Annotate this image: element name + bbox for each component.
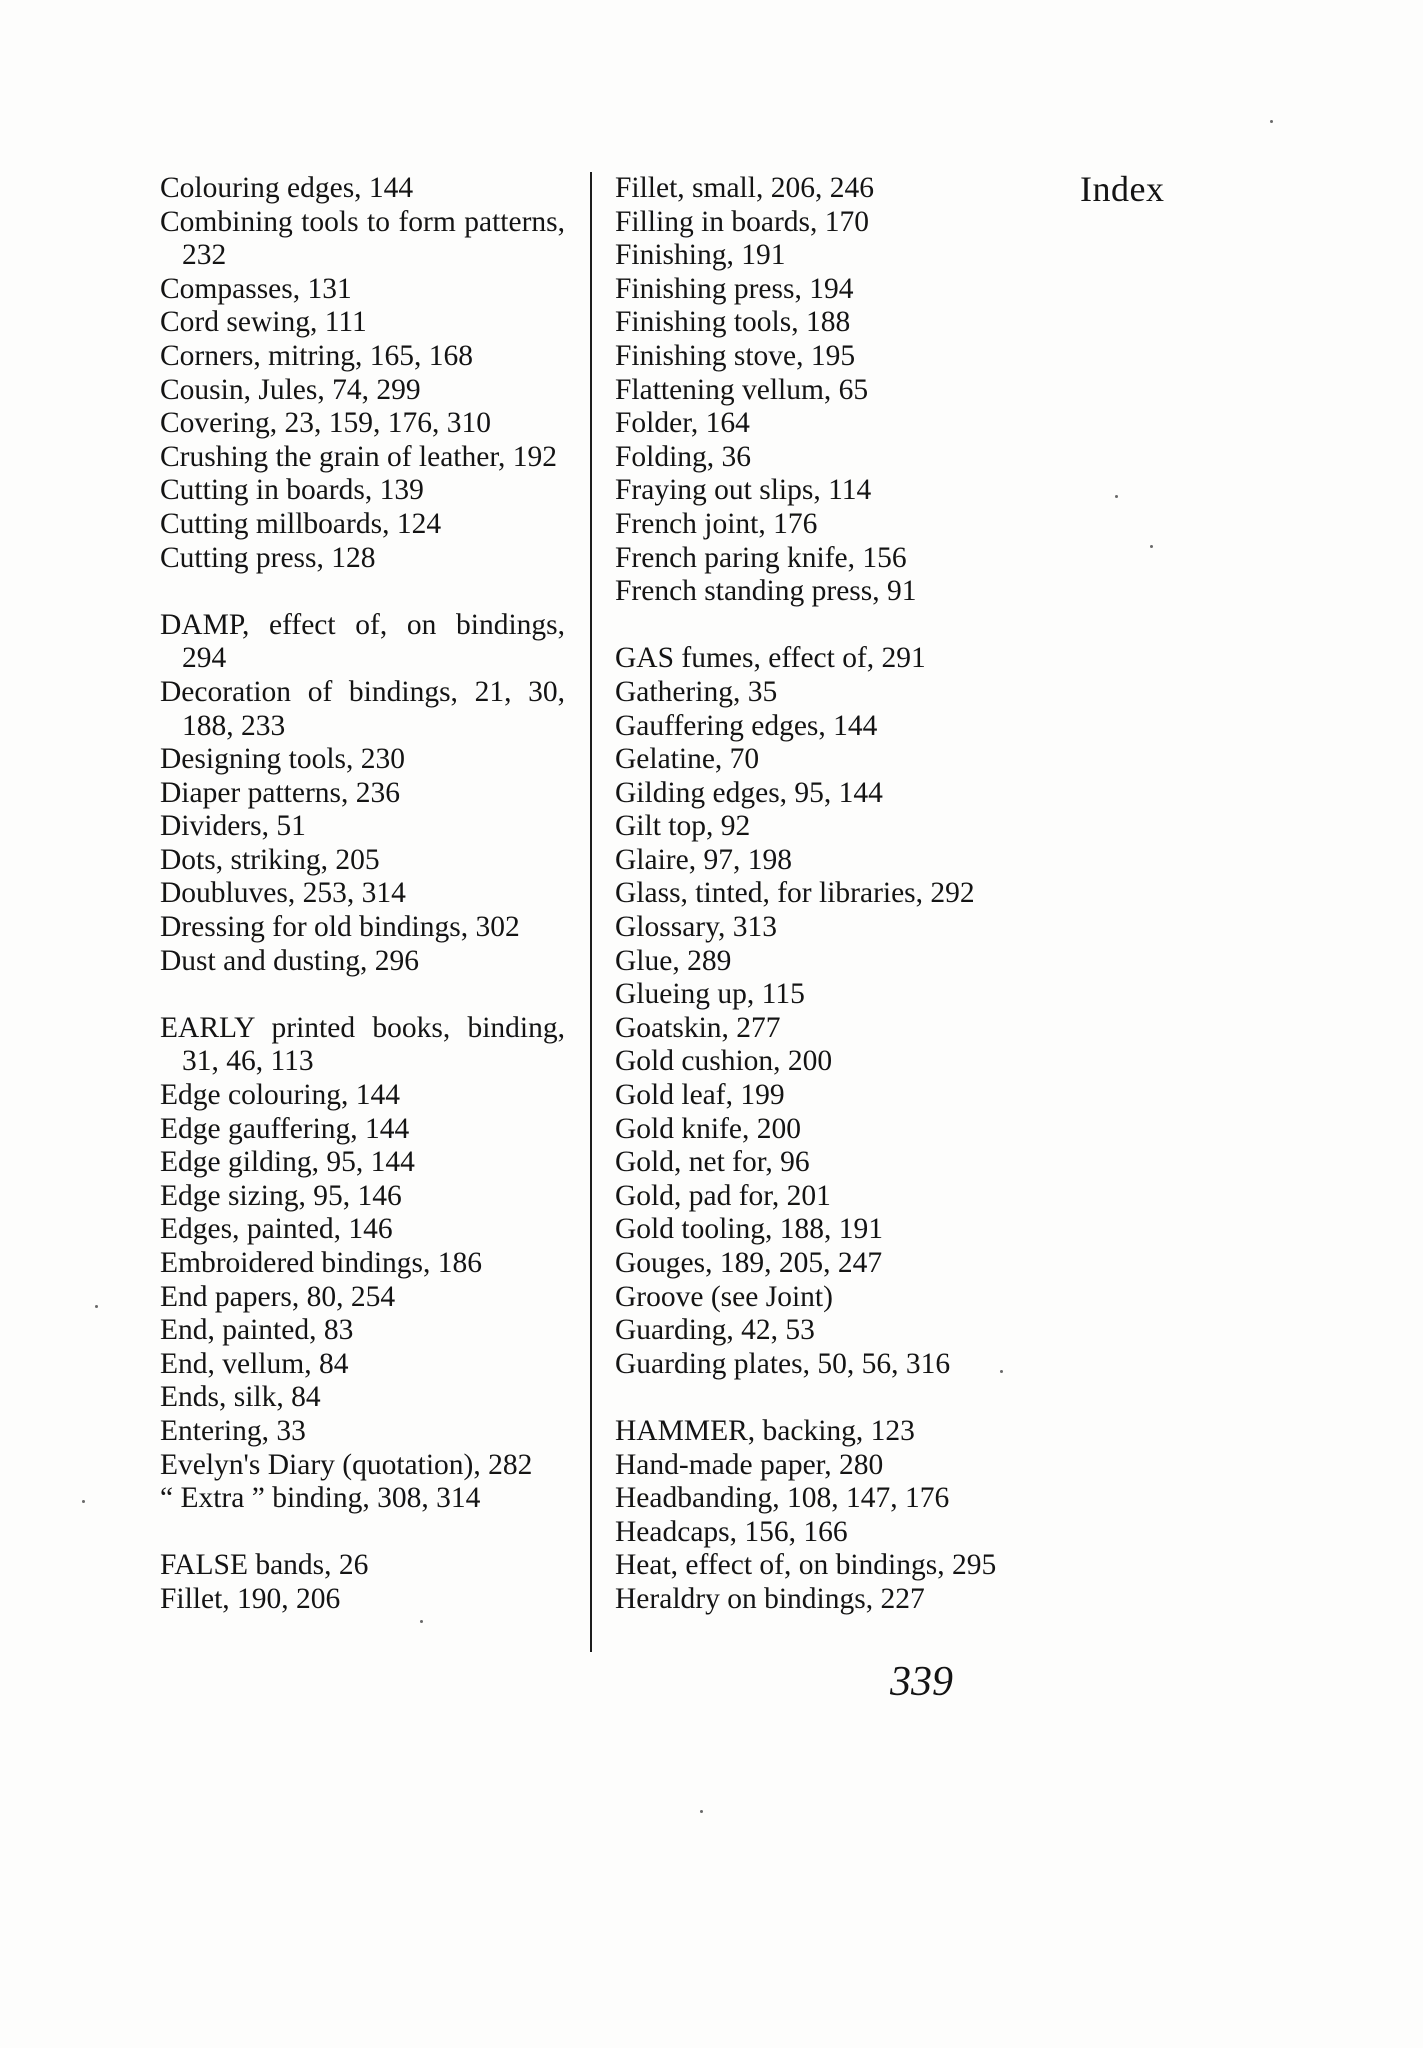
paper-speck [1270, 120, 1273, 123]
index-entry: End papers, 80, 254 [160, 1280, 396, 1313]
index-entry: Dressing for old bindings, 302 [160, 911, 520, 944]
index-entry: Crushing the grain of leather, 192 [160, 440, 557, 473]
index-entry: Heat, effect of, on bindings, 295 [615, 1549, 997, 1582]
index-entry: Dots, striking, 205 [160, 843, 380, 876]
index-entry: Glue, 289 [615, 944, 732, 977]
index-entry: Heraldry on bindings, 227 [615, 1582, 925, 1615]
index-entry: Gold, net for, 96 [615, 1146, 810, 1179]
paper-speck [1115, 495, 1118, 498]
paper-speck [420, 1620, 423, 1623]
index-entry: Folder, 164 [615, 407, 750, 440]
index-entry: Glueing up, 115 [615, 978, 805, 1011]
index-entry: Fillet, 190, 206 [160, 1582, 341, 1615]
index-entry: Combining tools to form patterns, 232 [160, 205, 565, 272]
section-gap [615, 609, 1025, 643]
index-entry: Gathering, 35 [615, 675, 778, 708]
section-gap [160, 575, 565, 609]
index-entry: Gauffering edges, 144 [615, 709, 878, 742]
index-entry: Finishing stove, 195 [615, 339, 856, 372]
index-entry: Dividers, 51 [160, 810, 306, 843]
index-entry: Finishing tools, 188 [615, 306, 851, 339]
index-entry: End, vellum, 84 [160, 1347, 349, 1380]
index-entry: Evelyn's Diary (quotation), 282 [160, 1448, 533, 1481]
index-entry: Guarding plates, 50, 56, 316 [615, 1347, 951, 1380]
index-entry: Covering, 23, 159, 176, 310 [160, 407, 492, 440]
paper-speck [1000, 1370, 1003, 1373]
index-entry: FALSE bands, 26 [160, 1549, 369, 1582]
running-head: Index [1080, 169, 1165, 209]
index-entry: Edges, painted, 146 [160, 1213, 393, 1246]
index-entry: Corners, mitring, 165, 168 [160, 339, 474, 372]
index-entry: Dust and dusting, 296 [160, 944, 419, 977]
index-entry: Fillet, small, 206, 246 [615, 172, 874, 204]
index-entry: Gilt top, 92 [615, 810, 751, 843]
section-gap [160, 978, 565, 1012]
index-entry: HAMMER, backing, 123 [615, 1414, 915, 1447]
index-entry: Gilding edges, 95, 144 [615, 776, 883, 809]
index-entry: “ Extra ” binding, 308, 314 [160, 1482, 481, 1515]
index-entry: Cord sewing, 111 [160, 306, 367, 339]
index-entry: Headbanding, 108, 147, 176 [615, 1482, 950, 1515]
column-rule [590, 172, 592, 1652]
index-entry: Cutting millboards, 124 [160, 507, 442, 540]
index-entry: Folding, 36 [615, 440, 752, 473]
index-entry: End, painted, 83 [160, 1314, 354, 1347]
index-column-right [615, 172, 1025, 1617]
index-entry: Colouring edges, 144 [160, 172, 414, 204]
paper-speck [700, 1810, 703, 1813]
index-entry: Filling in boards, 170 [615, 205, 870, 238]
index-entry: Designing tools, 230 [160, 743, 406, 776]
paper-speck [82, 1500, 85, 1503]
index-entry: Glossary, 313 [615, 911, 777, 944]
index-entry: Gold, pad for, 201 [615, 1179, 831, 1212]
index-entry: Entering, 33 [160, 1414, 306, 1447]
index-entry: Doubluves, 253, 314 [160, 877, 406, 910]
index-entry: Guarding, 42, 53 [615, 1314, 815, 1347]
index-entry: Finishing press, 194 [615, 272, 854, 305]
index-entry: Embroidered bindings, 186 [160, 1247, 482, 1279]
index-entry: Goatskin, 277 [615, 1011, 781, 1044]
index-entry: Edge gauffering, 144 [160, 1112, 410, 1145]
index-entry: Compasses, 131 [160, 272, 352, 305]
index-entry: Flattening vellum, 65 [615, 373, 869, 406]
index-entry: Groove (see Joint) [615, 1280, 833, 1313]
index-entry: Headcaps, 156, 166 [615, 1515, 848, 1548]
index-entry: Gold cushion, 200 [615, 1045, 833, 1078]
index-entry: Gouges, 189, 205, 247 [615, 1247, 883, 1279]
index-entry: Cutting in boards, 139 [160, 474, 424, 507]
index-entry: Hand-made paper, 280 [615, 1448, 884, 1481]
paper-speck [95, 1305, 98, 1308]
index-entry: Cousin, Jules, 74, 299 [160, 373, 421, 406]
section-gap [615, 1381, 1025, 1415]
index-entry: Gold knife, 200 [615, 1112, 801, 1145]
index-entry: Gold tooling, 188, 191 [615, 1213, 883, 1246]
index-entry: Gold leaf, 199 [615, 1079, 785, 1112]
index-entry: DAMP, effect of, on bindings, 294 [160, 608, 565, 675]
index-entry: French joint, 176 [615, 507, 818, 540]
index-entry: Cutting press, 128 [160, 541, 376, 574]
index-entry: Edge sizing, 95, 146 [160, 1179, 402, 1212]
index-entry: French paring knife, 156 [615, 541, 907, 574]
index-entry: Edge colouring, 144 [160, 1079, 401, 1112]
index-entry: Fraying out slips, 114 [615, 474, 872, 507]
index-entry: Glass, tinted, for libraries, 292 [615, 877, 975, 910]
index-entry: Edge gilding, 95, 144 [160, 1146, 415, 1179]
index-column-left [160, 172, 565, 1617]
section-gap [160, 1516, 565, 1550]
index-entry: Ends, silk, 84 [160, 1381, 321, 1414]
index-entry: French standing press, 91 [615, 575, 917, 608]
paper-speck [1150, 545, 1153, 548]
index-entry: Decoration of bindings, 21, 30, 188, 233 [160, 675, 565, 742]
index-entry: Glaire, 97, 198 [615, 843, 792, 876]
index-entry: Finishing, 191 [615, 239, 786, 272]
index-entry: EARLY printed books, binding, 31, 46, 113 [160, 1011, 565, 1078]
index-entry: Diaper patterns, 236 [160, 776, 401, 809]
index-entry: Gelatine, 70 [615, 743, 760, 776]
index-entry: GAS fumes, effect of, 291 [615, 642, 926, 675]
page-number: 339 [890, 1659, 953, 1705]
